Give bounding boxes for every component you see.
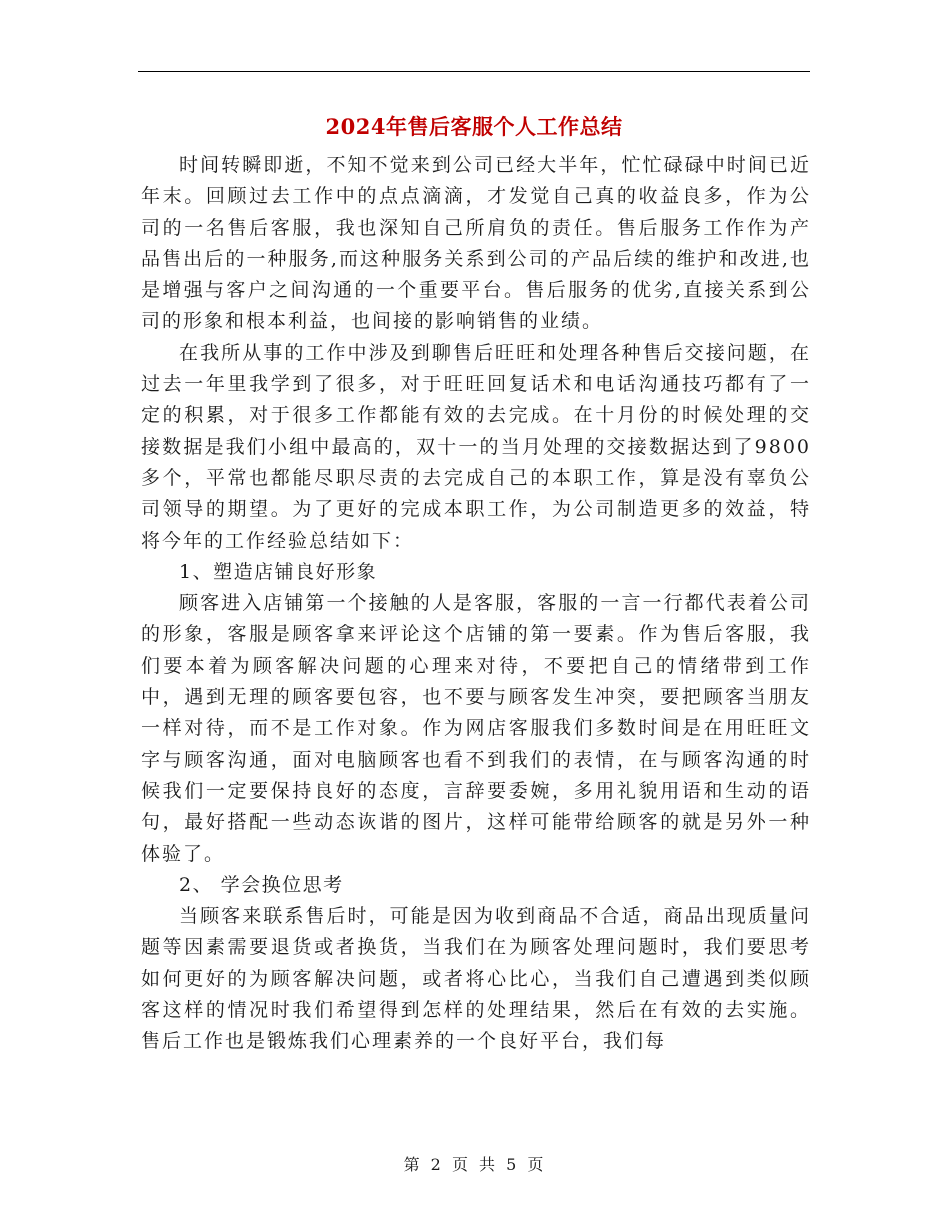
section-heading-2: 2、 学会换位思考: [179, 873, 344, 896]
document-body: [141, 150, 811, 1058]
section-heading-1: 1、塑造店铺良好形象: [179, 560, 378, 583]
page-number: 第 2 页 共 5 页: [403, 1155, 547, 1174]
document-title: 2024年售后客服个人工作总结: [325, 114, 623, 139]
paragraph-intro: 时间转瞬即逝，不知不觉来到公司已经大半年，忙忙碌碌中时间已近年末。回顾过去工作中的点点滴滴，才发觉自己真的收益良多，作为公司的一名售后客服，我也深知自己所肩负的责任。售后服务工作作为产品售出后的一种服务,而这种服务关系到公司的产品后续的维护和改进,也是增强与客户之间沟通的一个重要平台。售后服务的优劣,直接关系到公司的形象和根本利益，也间接的影响销售的业绩。: [141, 154, 811, 333]
header-rule: [138, 71, 810, 72]
paragraph-empathy: 当顾客来联系售后时，可能是因为收到商品不合适，商品出现质量问题等因素需要退货或者换货，当我们在为顾客处理问题时，我们要思考如何更好的为顾客解决问题，或者将心比心，当我们自己遭遇到类似顾客这样的情况时我们希望得到怎样的处理结果，然后在有效的去实施。售后工作也是锻炼我们心理素养的一个良好平台，我们每: [141, 905, 811, 1053]
paragraph-shop-image: 顾客进入店铺第一个接触的人是客服，客服的一言一行都代表着公司的形象，客服是顾客拿来评论这个店铺的第一要素。作为售后客服，我们要本着为顾客解决问题的心理来对待，不要把自己的情绪带到工作中，遇到无理的顾客要包容，也不要与顾客发生冲突，要把顾客当朋友一样对待，而不是工作对象。作为网店客服我们多数时间是在用旺旺文字与顾客沟通，面对电脑顾客也看不到我们的表情，在与顾客沟通的时候我们一定要保持良好的态度，言辞要委婉，多用礼貌用语和生动的语句，最好搭配一些动态诙谐的图片，这样可能带给顾客的就是另外一种体验了。: [141, 592, 811, 865]
paragraph-work-scope: 在我所从事的工作中涉及到聊售后旺旺和处理各种售后交接问题，在过去一年里我学到了很多，对于旺旺回复话术和电话沟通技巧都有了一定的积累，对于很多工作都能有效的去完成。在十月份的时候处理的交接数据是我们小组中最高的，双十一的当月处理的交接数据达到了9800多个，平常也都能尽职尽责的去完成自己的本职工作，算是没有辜负公司领导的期望。为了更好的完成本职工作，为公司制造更多的效益，特将今年的工作经验总结如下：: [141, 341, 811, 552]
